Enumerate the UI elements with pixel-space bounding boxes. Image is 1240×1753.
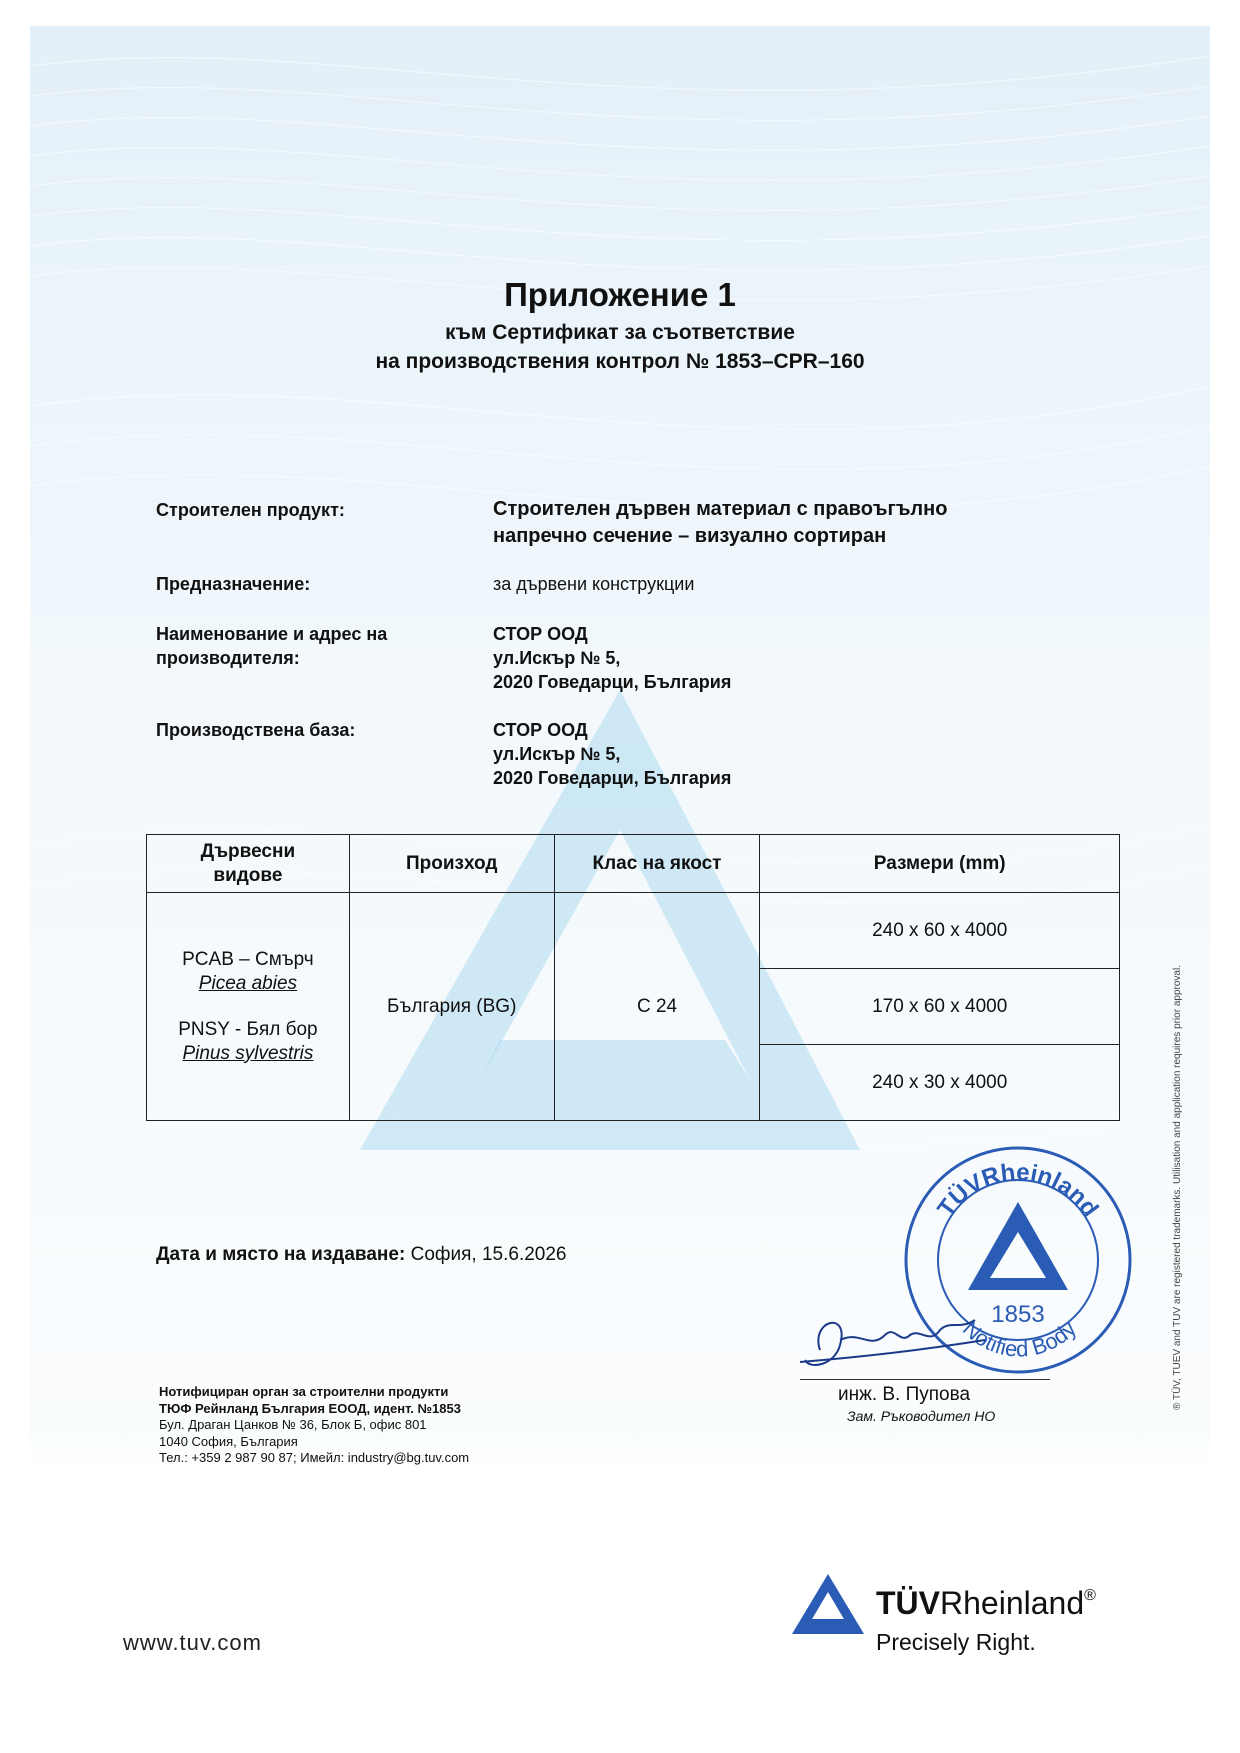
website-link[interactable]: www.tuv.com: [123, 1630, 262, 1655]
brand-slogan: Precisely Right.: [876, 1629, 1036, 1655]
manufacturer-label-line1: Наименование и адрес на: [156, 624, 388, 644]
stamp-number: 1853: [991, 1301, 1045, 1328]
species-name: PCAB – Смърч: [182, 948, 314, 970]
notified-body-line2: ТЮФ Рейнланд България ЕООД, идент. №1853: [159, 1400, 461, 1416]
brand-regular: Rheinland: [940, 1585, 1085, 1621]
header-strength-class: Клас на якост: [554, 835, 760, 893]
document-title: Приложение 1: [504, 276, 736, 313]
header-dimensions: Размери (mm): [760, 835, 1120, 893]
production-base-street: ул.Искър № 5,: [493, 744, 621, 764]
stamp-text-bottom: Notified Body: [957, 1315, 1082, 1362]
product-table: [146, 834, 1120, 1121]
tuv-brand-name: [876, 1585, 1096, 1622]
product-value-line2: напречно сечение – визуално сортиран: [493, 525, 887, 547]
header-species-line2: видове: [213, 864, 283, 886]
manufacturer-city: 2020 Говедарци, България: [493, 672, 732, 692]
trademark-side-note: ® TÜV, TUEV and TUV are registered trademarks. Utilisation and application requires prior approval.: [1172, 965, 1183, 1410]
species-name: PNSY - Бял бор: [178, 1018, 318, 1040]
table-header-row: [147, 835, 1120, 893]
document-subtitle-line2: на производствения контрол № 1853–CPR–160: [375, 350, 865, 373]
signature-line: [800, 1379, 1050, 1380]
dimension-cell: 240 x 60 x 4000: [760, 893, 1120, 969]
signer-name: инж. В. Пупова: [838, 1384, 971, 1405]
strength-class-cell: C 24: [554, 893, 760, 1121]
header-species: [147, 835, 350, 893]
notified-body-line5: Тел.: +359 2 987 90 87; Имейл: industry@bg.tuv.com: [159, 1450, 470, 1465]
brand-bold: TÜV: [876, 1585, 940, 1621]
species-latin: Picea abies: [198, 972, 298, 994]
species-latin: Pinus sylvestris: [182, 1042, 314, 1064]
signer-role: Зам. Ръководител НО: [847, 1408, 996, 1424]
table-row: [147, 893, 1120, 969]
issue-date-place: [156, 1244, 567, 1266]
header-species-line1: Дървесни: [200, 840, 296, 862]
issue-value: София, 15.6.2026: [410, 1244, 567, 1265]
notified-body-line1: Нотифициран орган за строителни продукти: [159, 1384, 449, 1399]
brand-registered: ®: [1084, 1587, 1096, 1604]
notified-body-line3: Бул. Драган Цанков № 36, Блок Б, офис 801: [159, 1417, 427, 1432]
manufacturer-street: ул.Искър № 5,: [493, 648, 621, 668]
dimension-cell: 240 x 30 x 4000: [760, 1045, 1120, 1121]
purpose-value: за дървени конструкции: [493, 574, 695, 594]
header-origin: Произход: [349, 835, 554, 893]
production-base-name: СТОР ООД: [493, 720, 588, 740]
origin-cell: България (BG): [349, 893, 554, 1121]
species-cell: [147, 893, 350, 1121]
notified-body-line4: 1040 София, България: [159, 1433, 298, 1449]
manufacturer-label-line2: производителя:: [156, 648, 300, 668]
product-label: Строителен продукт:: [156, 500, 345, 520]
document-subtitle-line1: към Сертификат за съответствие: [445, 321, 795, 344]
dimension-cell: 170 x 60 x 4000: [760, 969, 1120, 1045]
stamp-text-top: TÜVRheinland: [932, 1158, 1104, 1223]
issue-label: Дата и място на издаване:: [156, 1244, 406, 1265]
notified-body-info: [159, 1384, 469, 1467]
production-base-city: 2020 Говедарци, България: [493, 768, 732, 788]
product-value-line1: Строителен дървен материал с правоъгълно: [493, 498, 948, 520]
purpose-label: Предназначение:: [156, 574, 311, 594]
tuv-logo-triangle-icon: [790, 1572, 866, 1636]
manufacturer-name: СТОР ООД: [493, 624, 588, 644]
production-base-label: Производствена база:: [156, 720, 356, 740]
handwritten-signature: [790, 1290, 990, 1380]
